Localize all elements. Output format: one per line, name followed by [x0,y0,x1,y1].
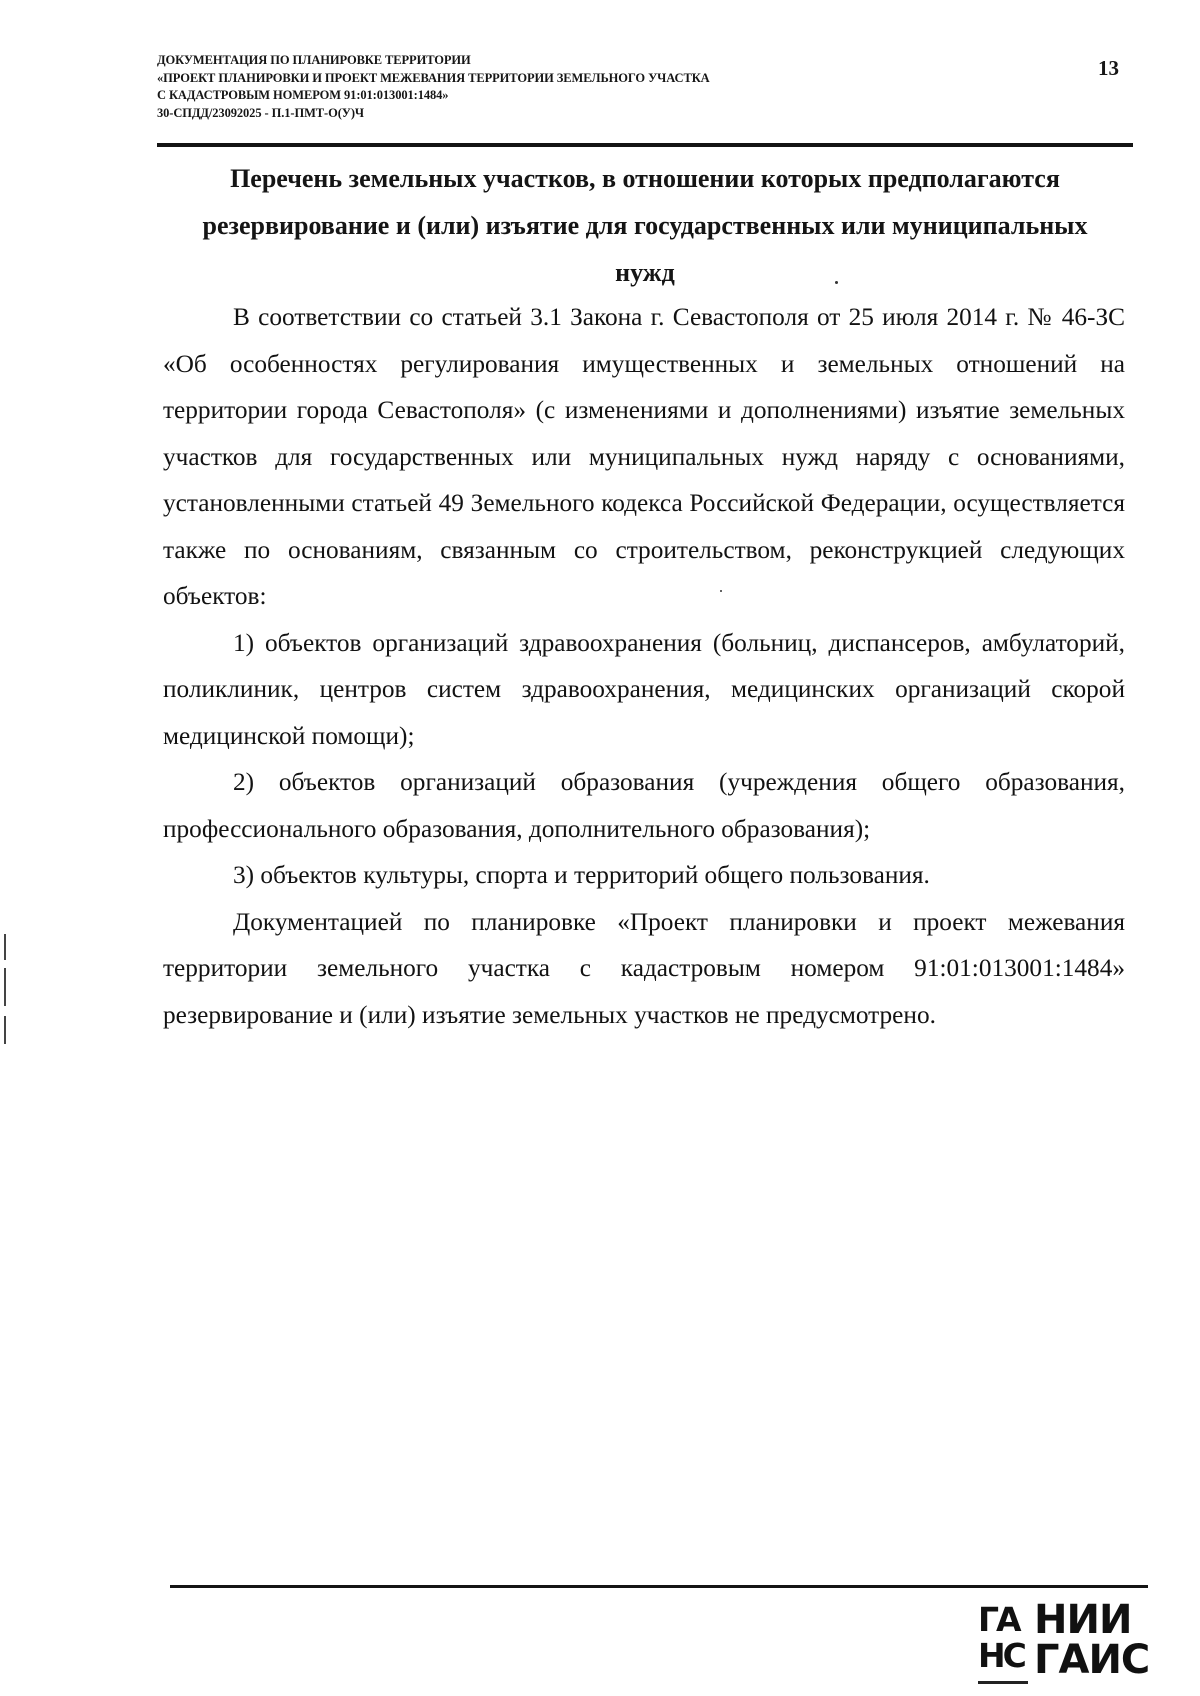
company-logo [978,1597,1168,1683]
document-header [157,52,1037,122]
document-body [163,294,1125,1038]
scan-margin-mark [4,934,6,960]
title-line-2: резервирование и (или) изъятие для государственных или муниципальных [202,211,1088,240]
section-title [157,155,1133,296]
logo-word-2: ГАИС [1034,1637,1150,1683]
paragraph-conclusion: Документацией по планировке «Проект планировки и проект межевания территории земельного участка с кадастровым номером 91:01:013001:1484» резервирование и (или) изъятие земельных участков не предусмотрено. [163,907,1125,1029]
header-divider [157,143,1133,147]
title-line-3: нужд [615,258,675,287]
logo-underline [978,1681,1028,1684]
logo-wordmark [1034,1597,1150,1683]
header-line-1: ДОКУМЕНТАЦИЯ ПО ПЛАНИРОВКЕ ТЕРРИТОРИИ [157,53,471,67]
list-item-1: 1) объектов организаций здравоохранения (больниц, диспансеров, амбулаторий, поликлиник, центров систем здравоохранения, медицинских организаций скорой медицинской помощи); [163,628,1125,750]
paragraph-intro: В соответствии со статьей 3.1 Закона г. Севастополя от 25 июля 2014 г. № 46-ЗС «Об особенностях регулирования имущественных и земельных отношений на территории города Севастополя» (с изменениями и дополнениями) изъятие земельных участков для государственных или муниципальных нужд наряду с основаниями, установленными статьей 49 Земельного кодекса Российской Федерации, осуществляется также по основаниям, связанным со строительством, реконструкцией следующих объектов: [163,303,1125,610]
header-line-3: С КАДАСТРОВЫМ НОМЕРОМ 91:01:013001:1484» [157,88,449,102]
page-number: 13 [1098,56,1119,80]
footer-divider [170,1585,1148,1588]
logo-monogram [978,1602,1028,1680]
list-item-2: 2) объектов организаций образования (учреждения общего образования, профессионального образования, дополнительного образования); [163,768,1125,843]
scan-speck [835,281,838,284]
scan-margin-mark [4,1016,6,1044]
title-line-1: Перечень земельных участков, в отношении которых предполагаются [230,164,1060,193]
scan-speck [720,590,722,592]
logo-word-1: НИИ [1034,1597,1132,1643]
scan-margin-mark [4,968,6,1006]
list-item-3: 3) объектов культуры, спорта и территорий общего пользования. [233,861,930,889]
logo-monogram-bottom: НС [978,1636,1024,1675]
header-line-4: 30-СПДД/23092025 - П.1-ПМТ-О(У)Ч [157,105,364,120]
logo-monogram-top: ГА [978,1600,1019,1639]
header-line-2: «ПРОЕКТ ПЛАНИРОВКИ И ПРОЕКТ МЕЖЕВАНИЯ ТЕРРИТОРИИ ЗЕМЕЛЬНОГО УЧАСТКА [157,70,710,85]
